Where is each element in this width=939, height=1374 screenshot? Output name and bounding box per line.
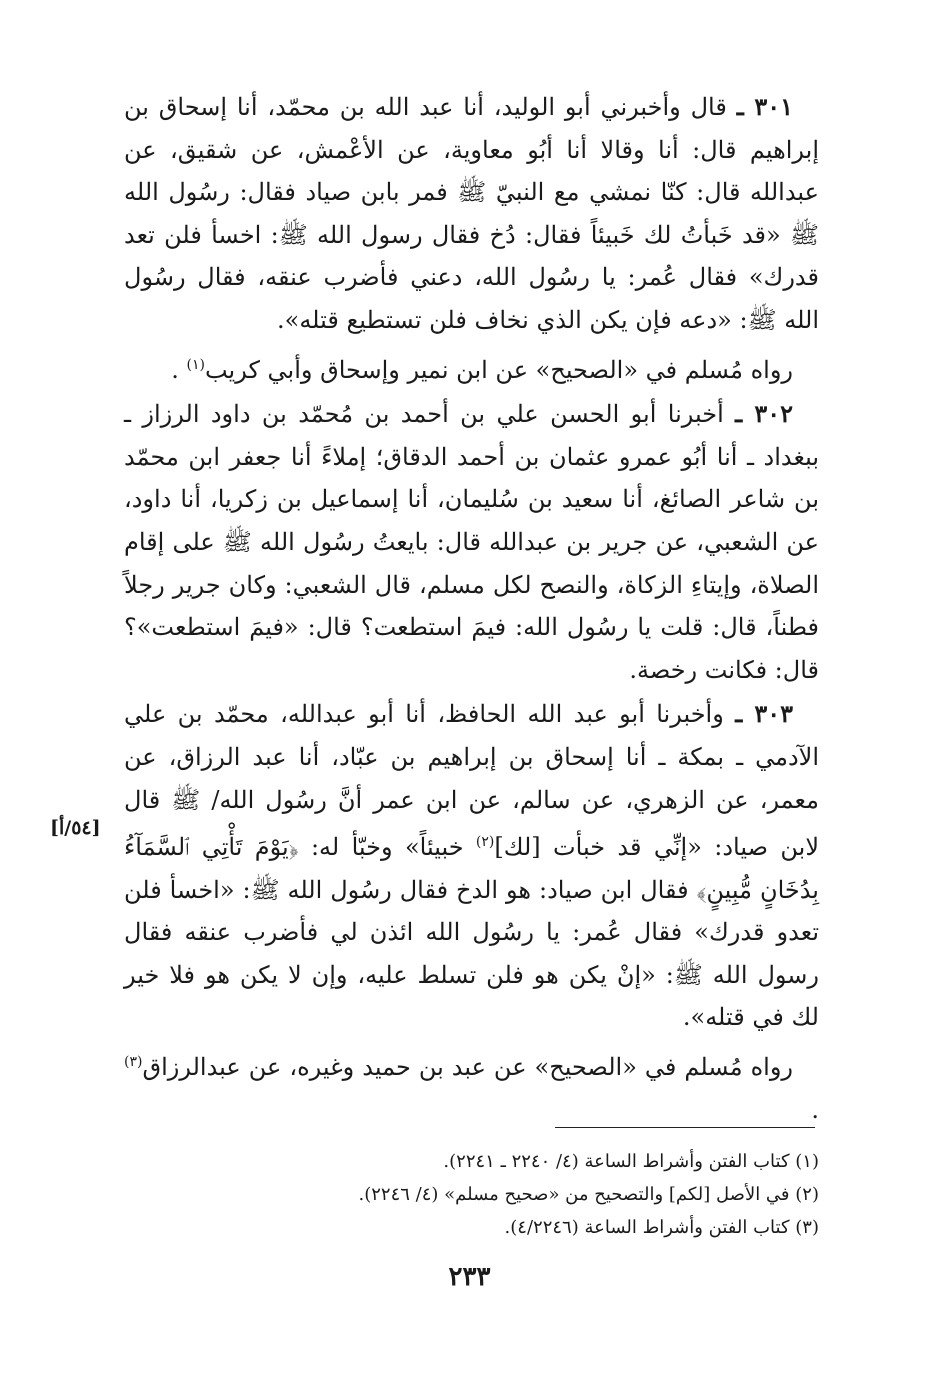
- footnotes: [124, 1145, 819, 1244]
- paragraph-302: [124, 393, 819, 691]
- hadith-number: ٣٠٣ ـ: [735, 699, 793, 729]
- page-number: ٢٣٣: [448, 1262, 491, 1292]
- main-text: [124, 86, 819, 1131]
- footnote-ref: (٢): [475, 834, 495, 851]
- paragraph-301: [124, 86, 819, 342]
- footnote-2: (٢) في الأصل [لكم] والتصحيح من «صحيح مسلم» (٤/ ٢٢٤٦).: [358, 1184, 819, 1205]
- paragraph-303: [124, 693, 819, 1039]
- footnote-1: (١) كتاب الفتن وأشراط الساعة (٤/ ٢٢٤٠ ـ ٢٢٤١).: [443, 1151, 819, 1172]
- paragraph-end: .: [811, 1095, 819, 1124]
- hadith-number: ٣٠٢ ـ: [735, 399, 793, 429]
- paragraph-301-source: [124, 344, 819, 392]
- manuscript-folio-marker: [٥٤/أ]: [50, 817, 101, 839]
- paragraph-303-source: [124, 1041, 819, 1131]
- footnote-ref: (٣): [124, 1054, 143, 1071]
- footnote-divider: [555, 1127, 815, 1128]
- paragraph-end: .: [171, 355, 179, 384]
- paragraph-text: أخبرنا أبو الحسن علي بن أحمد بن مُحمّد بن داود الرزاز ـ ببغداد ـ أنا أبُو عمرو عثمان بن أحمد الدقاق؛ إملاءً أنا جعفر ابن محمّد بن شاعر الصائغ، أنا سعيد بن سُليمان، أنا إسماعيل بن زكريا، أنا داود، عن الشعبي، عن جرير بن عبدالله قال: بايعتُ رسُول الله ﷺ على إقام الصلاة، وإيتاءِ الزكاة، والنصح لكل مسلم، قال الشعبي: وكان جرير رجلاً فطناً، قال: قلت يا رسُول الله: فيمَ استطعت؟ قال: «فيمَ استطعت»؟ قال: فكانت رخصة.: [124, 400, 819, 684]
- footnote-ref: (١): [186, 356, 205, 373]
- paragraph-text: وأخبرنا أبو عبد الله الحافظ، أنا أبو عبدالله، محمّد بن علي الآدمي ـ بمكة ـ أنا إسحاق بن إبراهيم بن عبّاد، أنا عبد الرزاق، عن معمر، عن الزهري، عن سالم، عن ابن عمر أنَّ رسُول الله/ ﷺ قال لابن صياد: «إنِّي قد خبأت [لك]: [124, 700, 820, 862]
- footnote-3: (٣) كتاب الفتن وأشراط الساعة (٤/٢٢٤٦).: [504, 1217, 819, 1238]
- paragraph-text: قال وأخبرني أبو الوليد، أنا عبد الله بن محمّد، أنا إسحاق بن إبراهيم قال: أنا وقالا أنا أبُو معاوية، عن الأعْمش، عن شقيق، عن عبدالله قال: كنّا نمشي مع النبيّ ﷺ فمر بابن صياد فقال: رسُول الله ﷺ «قد خَبأتُ لك خَبيئاً فقال: دُخ فقال رسول الله ﷺ: اخسأ فلن تعد قدرك» فقال عُمر: يا رسُول الله، دعني فأضرب عنقه، فقال رسُول الله ﷺ: «دعه فإن يكن الذي نخاف فلن تستطيع قتله».: [124, 93, 819, 334]
- hadith-number: ٣٠١ ـ: [736, 92, 793, 121]
- paragraph-text-continued: خبيئاً» وخبّأ له: ﴿يَوْمَ تَأْتِي ٱلسَّمَآءُ بِدُخَانٍ مُّبِينٍ﴾ فقال ابن صياد: هو الدخ فقال رسُول الله ﷺ: «اخسأ فلن تعدو قدرك» فقال عُمر: يا رسُول الله ائذن لي فأضرب عنقه فقال رسول الله ﷺ: «إنْ يكن هو فلن تسلط عليه، وإن لا يكن هو فلا خير لك في قتله».: [124, 833, 819, 1032]
- paragraph-text: رواه مُسلم في «الصحيح» عن ابن نمير وإسحاق وأبي كريب: [204, 355, 793, 384]
- paragraph-text: رواه مُسلم في «الصحيح» عن عبد بن حميد وغيره، عن عبدالرزاق: [142, 1053, 793, 1082]
